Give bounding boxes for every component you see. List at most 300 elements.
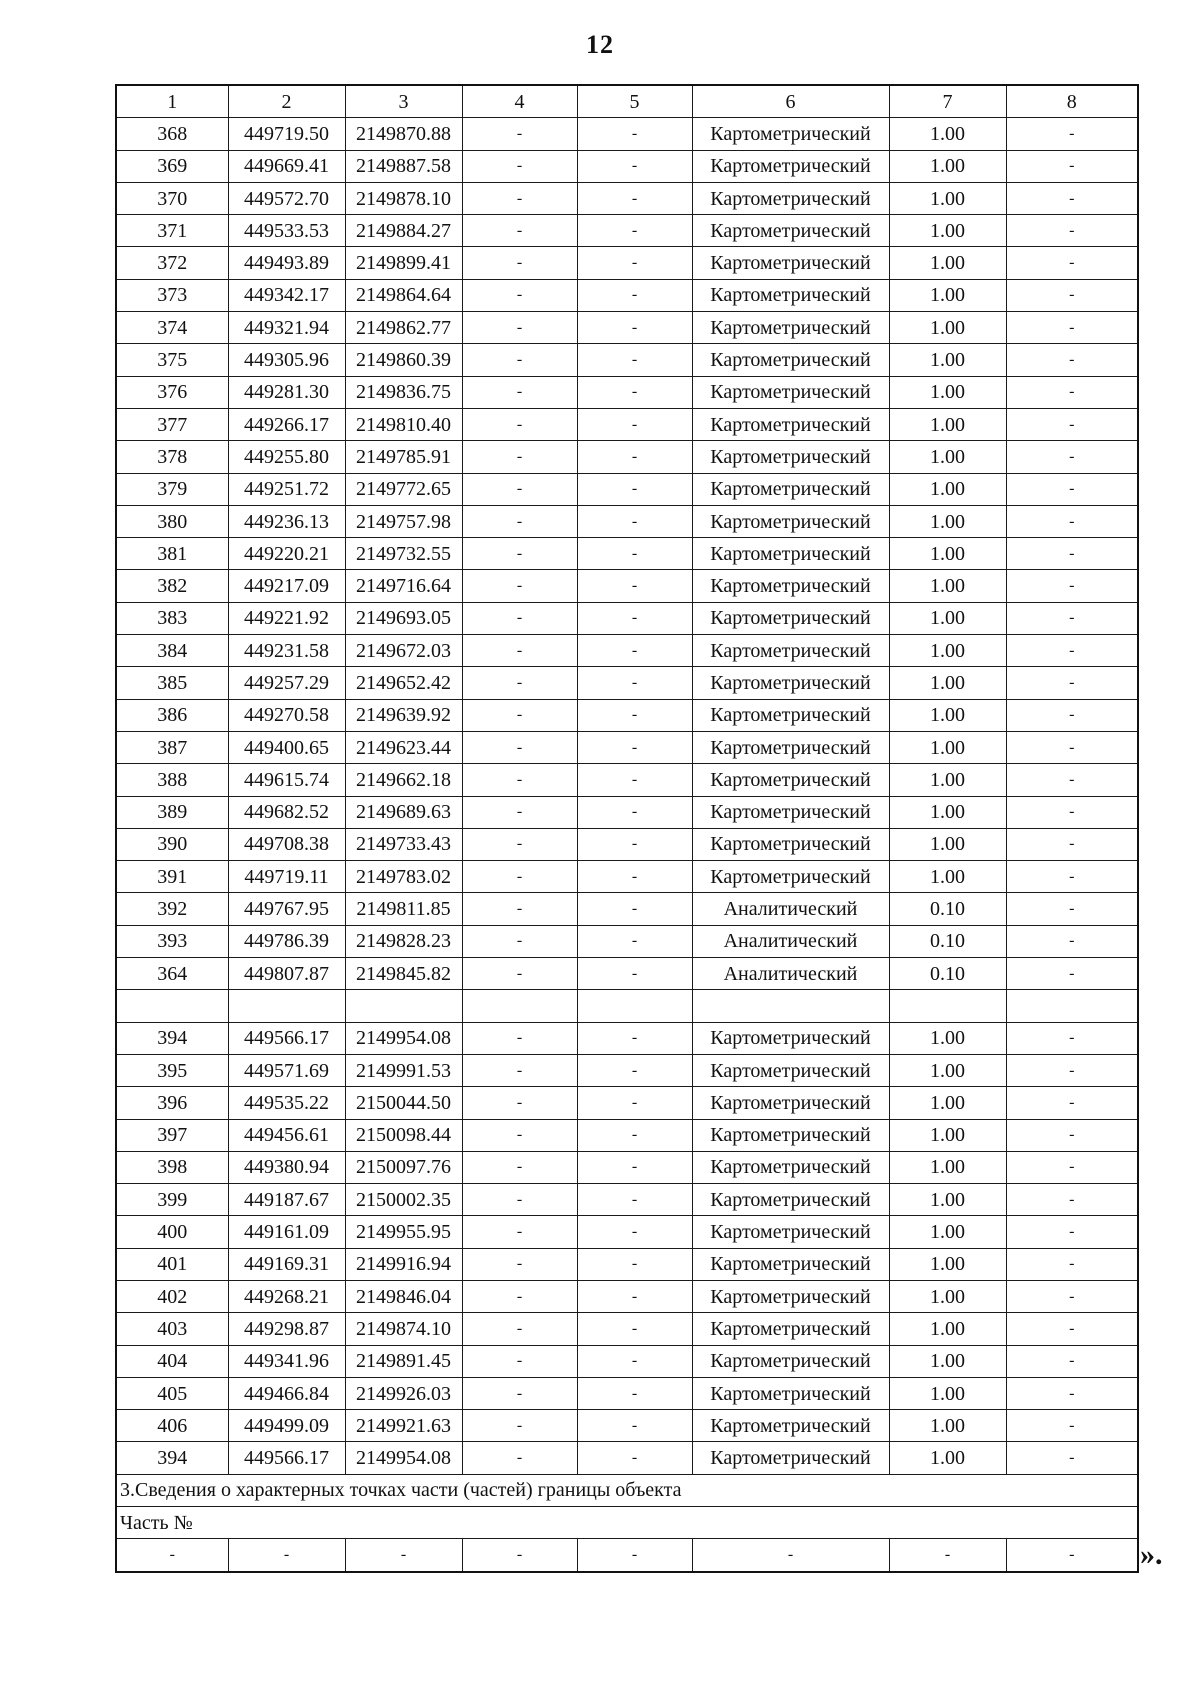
- col-5-cell: -: [577, 602, 692, 634]
- col-5-cell: -: [577, 376, 692, 408]
- col-5-cell: -: [577, 1087, 692, 1119]
- coord-y-cell: 2149874.10: [345, 1313, 462, 1345]
- method-cell: Аналитический: [692, 925, 889, 957]
- coord-x-cell: 449217.09: [228, 570, 345, 602]
- coord-x-cell: 449466.84: [228, 1377, 345, 1409]
- table-row: [116, 699, 1138, 731]
- coord-x-cell: 449708.38: [228, 828, 345, 860]
- table-row: [116, 1119, 1138, 1151]
- col-8-cell: -: [1006, 1022, 1138, 1054]
- col-5-cell: -: [577, 1377, 692, 1409]
- col-5-cell: -: [577, 408, 692, 440]
- col-5-cell: -: [577, 893, 692, 925]
- col-4-cell: -: [462, 1313, 577, 1345]
- coord-y-cell: 2149860.39: [345, 344, 462, 376]
- col-4-cell: -: [462, 538, 577, 570]
- col-5-cell: -: [577, 635, 692, 667]
- table-row: [116, 1216, 1138, 1248]
- col-5-cell: -: [577, 699, 692, 731]
- col-8-cell: -: [1006, 505, 1138, 537]
- col-8-cell: -: [1006, 1313, 1138, 1345]
- col-4-cell: -: [462, 1184, 577, 1216]
- method-cell: Картометрический: [692, 635, 889, 667]
- col-8-cell: -: [1006, 312, 1138, 344]
- col-4-cell: -: [462, 1151, 577, 1183]
- point-number-cell: 389: [116, 796, 228, 828]
- col-5-cell: -: [577, 118, 692, 150]
- coord-x-cell: 449187.67: [228, 1184, 345, 1216]
- coord-x-cell: 449669.41: [228, 150, 345, 182]
- method-cell: Картометрический: [692, 828, 889, 860]
- point-number-cell: 382: [116, 570, 228, 602]
- table-row: [116, 667, 1138, 699]
- col-8-cell: -: [1006, 344, 1138, 376]
- col-4-cell: [462, 990, 577, 1022]
- table-row: [116, 764, 1138, 796]
- col-8-cell: -: [1006, 893, 1138, 925]
- col-5-cell: -: [577, 1151, 692, 1183]
- col-4-cell: -: [462, 1119, 577, 1151]
- column-header: 1: [116, 85, 228, 118]
- coord-x-cell: 449305.96: [228, 344, 345, 376]
- col-5-cell: -: [577, 312, 692, 344]
- method-cell: Картометрический: [692, 1442, 889, 1474]
- coord-y-cell: 2149623.44: [345, 731, 462, 763]
- coord-y-cell: 2149836.75: [345, 376, 462, 408]
- coord-y-cell: 2149954.08: [345, 1442, 462, 1474]
- coord-y-cell: 2149662.18: [345, 764, 462, 796]
- accuracy-cell: 1.00: [889, 764, 1006, 796]
- accuracy-cell: 1.00: [889, 1248, 1006, 1280]
- method-cell: Картометрический: [692, 538, 889, 570]
- col-5-cell: -: [577, 1345, 692, 1377]
- coord-x-cell: 449266.17: [228, 408, 345, 440]
- method-cell: Картометрический: [692, 1054, 889, 1086]
- coord-x-cell: 449221.92: [228, 602, 345, 634]
- coord-y-cell: 2149811.85: [345, 893, 462, 925]
- col-8-cell: -: [1006, 538, 1138, 570]
- coord-x-cell: 449220.21: [228, 538, 345, 570]
- coord-x-cell: 449236.13: [228, 505, 345, 537]
- point-number-cell: 380: [116, 505, 228, 537]
- method-cell: Картометрический: [692, 1119, 889, 1151]
- point-number-cell: 390: [116, 828, 228, 860]
- coord-y-cell: 2149732.55: [345, 538, 462, 570]
- col-8-cell: -: [1006, 1054, 1138, 1086]
- point-number-cell: 396: [116, 1087, 228, 1119]
- coord-x-cell: 449281.30: [228, 376, 345, 408]
- col-4-cell: -: [462, 279, 577, 311]
- table-row: [116, 1345, 1138, 1377]
- table-row: [116, 893, 1138, 925]
- col-8-cell: -: [1006, 796, 1138, 828]
- coord-y-cell: 2149891.45: [345, 1345, 462, 1377]
- col-4-cell: -: [462, 796, 577, 828]
- part-point-cell: -: [345, 1539, 462, 1572]
- boundary-points-table: [115, 84, 1139, 1573]
- accuracy-cell: 1.00: [889, 473, 1006, 505]
- point-number-cell: 377: [116, 408, 228, 440]
- method-cell: Картометрический: [692, 1377, 889, 1409]
- col-5-cell: -: [577, 505, 692, 537]
- coord-y-cell: 2149884.27: [345, 215, 462, 247]
- coord-x-cell: 449169.31: [228, 1248, 345, 1280]
- method-cell: Картометрический: [692, 312, 889, 344]
- table-row: [116, 473, 1138, 505]
- coord-y-cell: 2149652.42: [345, 667, 462, 699]
- col-5-cell: -: [577, 1410, 692, 1442]
- method-cell: Картометрический: [692, 1248, 889, 1280]
- closing-quote: ».: [1140, 1538, 1163, 1571]
- column-header: 8: [1006, 85, 1138, 118]
- point-number-cell: 378: [116, 441, 228, 473]
- accuracy-cell: 1.00: [889, 1410, 1006, 1442]
- point-number-cell: 401: [116, 1248, 228, 1280]
- point-number-cell: 368: [116, 118, 228, 150]
- col-5-cell: -: [577, 1022, 692, 1054]
- coord-y-cell: 2149926.03: [345, 1377, 462, 1409]
- col-8-cell: -: [1006, 635, 1138, 667]
- point-number-cell: 392: [116, 893, 228, 925]
- part-point-cell: -: [692, 1539, 889, 1572]
- col-4-cell: -: [462, 602, 577, 634]
- coord-y-cell: 2149828.23: [345, 925, 462, 957]
- col-5-cell: -: [577, 1442, 692, 1474]
- accuracy-cell: 1.00: [889, 1377, 1006, 1409]
- col-8-cell: -: [1006, 861, 1138, 893]
- col-8-cell: -: [1006, 1442, 1138, 1474]
- accuracy-cell: 1.00: [889, 699, 1006, 731]
- col-4-cell: -: [462, 505, 577, 537]
- coord-y-cell: 2149783.02: [345, 861, 462, 893]
- col-8-cell: -: [1006, 731, 1138, 763]
- col-4-cell: -: [462, 215, 577, 247]
- col-8-cell: -: [1006, 1377, 1138, 1409]
- table-row: [116, 441, 1138, 473]
- accuracy-cell: 1.00: [889, 1087, 1006, 1119]
- coord-y-cell: 2149870.88: [345, 118, 462, 150]
- col-4-cell: -: [462, 182, 577, 214]
- table-row: [116, 635, 1138, 667]
- accuracy-cell: 1.00: [889, 538, 1006, 570]
- table-row: [116, 279, 1138, 311]
- method-cell: Картометрический: [692, 408, 889, 440]
- col-8-cell: -: [1006, 570, 1138, 602]
- col-8-cell: -: [1006, 1184, 1138, 1216]
- part-label: Часть №: [116, 1507, 1138, 1539]
- coord-x-cell: 449535.22: [228, 1087, 345, 1119]
- method-cell: Картометрический: [692, 1184, 889, 1216]
- accuracy-cell: 1.00: [889, 1054, 1006, 1086]
- coord-y-cell: 2149916.94: [345, 1248, 462, 1280]
- accuracy-cell: 1.00: [889, 861, 1006, 893]
- coord-y-cell: 2149845.82: [345, 958, 462, 990]
- col-8-cell: -: [1006, 828, 1138, 860]
- method-cell: Аналитический: [692, 893, 889, 925]
- accuracy-cell: 1.00: [889, 312, 1006, 344]
- accuracy-cell: 1.00: [889, 602, 1006, 634]
- col-4-cell: -: [462, 893, 577, 925]
- table-row: [116, 215, 1138, 247]
- accuracy-cell: 1.00: [889, 1313, 1006, 1345]
- coord-x-cell: 449321.94: [228, 312, 345, 344]
- table-row: [116, 1280, 1138, 1312]
- col-4-cell: -: [462, 118, 577, 150]
- table-row: [116, 312, 1138, 344]
- col-4-cell: -: [462, 764, 577, 796]
- table-row: [116, 925, 1138, 957]
- coord-y-cell: 2149878.10: [345, 182, 462, 214]
- table-row: [116, 344, 1138, 376]
- coord-x-cell: 449380.94: [228, 1151, 345, 1183]
- col-4-cell: -: [462, 1280, 577, 1312]
- point-number-cell: 395: [116, 1054, 228, 1086]
- table-row: [116, 1184, 1138, 1216]
- coord-x-cell: [228, 990, 345, 1022]
- col-4-cell: -: [462, 376, 577, 408]
- col-8-cell: -: [1006, 150, 1138, 182]
- method-cell: Аналитический: [692, 958, 889, 990]
- column-header: 7: [889, 85, 1006, 118]
- col-5-cell: -: [577, 1119, 692, 1151]
- coord-x-cell: 449400.65: [228, 731, 345, 763]
- coord-x-cell: 449255.80: [228, 441, 345, 473]
- accuracy-cell: 1.00: [889, 408, 1006, 440]
- col-8-cell: -: [1006, 1119, 1138, 1151]
- method-cell: Картометрический: [692, 1151, 889, 1183]
- method-cell: Картометрический: [692, 602, 889, 634]
- coord-y-cell: 2149921.63: [345, 1410, 462, 1442]
- method-cell: Картометрический: [692, 150, 889, 182]
- coord-x-cell: 449270.58: [228, 699, 345, 731]
- column-header: 4: [462, 85, 577, 118]
- col-8-cell: -: [1006, 215, 1138, 247]
- method-cell: Картометрический: [692, 376, 889, 408]
- part-point-cell: -: [1006, 1539, 1138, 1572]
- method-cell: Картометрический: [692, 247, 889, 279]
- method-cell: Картометрический: [692, 861, 889, 893]
- table-row: [116, 408, 1138, 440]
- method-cell: Картометрический: [692, 473, 889, 505]
- method-cell: Картометрический: [692, 215, 889, 247]
- point-number-cell: 394: [116, 1442, 228, 1474]
- coord-y-cell: 2149772.65: [345, 473, 462, 505]
- accuracy-cell: 1.00: [889, 344, 1006, 376]
- part-points-row: [116, 1539, 1138, 1572]
- col-8-cell: -: [1006, 182, 1138, 214]
- accuracy-cell: 0.10: [889, 893, 1006, 925]
- point-number-cell: 393: [116, 925, 228, 957]
- col-4-cell: -: [462, 1216, 577, 1248]
- coord-x-cell: 449342.17: [228, 279, 345, 311]
- coord-x-cell: 449682.52: [228, 796, 345, 828]
- coord-y-cell: 2149757.98: [345, 505, 462, 537]
- col-5-cell: -: [577, 215, 692, 247]
- part-point-cell: -: [462, 1539, 577, 1572]
- method-cell: Картометрический: [692, 441, 889, 473]
- part-point-cell: -: [577, 1539, 692, 1572]
- col-4-cell: -: [462, 1377, 577, 1409]
- col-8-cell: -: [1006, 118, 1138, 150]
- method-cell: Картометрический: [692, 1280, 889, 1312]
- col-5-cell: -: [577, 1280, 692, 1312]
- coord-y-cell: 2149954.08: [345, 1022, 462, 1054]
- table-row: [116, 1151, 1138, 1183]
- col-4-cell: -: [462, 731, 577, 763]
- col-8-cell: -: [1006, 1345, 1138, 1377]
- col-4-cell: -: [462, 344, 577, 376]
- coord-x-cell: 449161.09: [228, 1216, 345, 1248]
- col-8-cell: -: [1006, 1280, 1138, 1312]
- point-number-cell: 383: [116, 602, 228, 634]
- col-4-cell: -: [462, 1410, 577, 1442]
- method-cell: Картометрический: [692, 699, 889, 731]
- coord-x-cell: 449566.17: [228, 1442, 345, 1474]
- col-8-cell: -: [1006, 247, 1138, 279]
- column-header: 5: [577, 85, 692, 118]
- col-5-cell: -: [577, 731, 692, 763]
- coord-y-cell: 2150098.44: [345, 1119, 462, 1151]
- coord-y-cell: 2149639.92: [345, 699, 462, 731]
- point-number-cell: 385: [116, 667, 228, 699]
- coord-y-cell: 2149689.63: [345, 796, 462, 828]
- accuracy-cell: 1.00: [889, 279, 1006, 311]
- point-number-cell: 400: [116, 1216, 228, 1248]
- table-row: [116, 182, 1138, 214]
- col-4-cell: -: [462, 1022, 577, 1054]
- col-8-cell: [1006, 990, 1138, 1022]
- coord-x-cell: 449571.69: [228, 1054, 345, 1086]
- coord-x-cell: 449615.74: [228, 764, 345, 796]
- point-number-cell: 369: [116, 150, 228, 182]
- method-cell: Картометрический: [692, 764, 889, 796]
- coord-y-cell: 2149864.64: [345, 279, 462, 311]
- col-8-cell: -: [1006, 279, 1138, 311]
- accuracy-cell: 1.00: [889, 505, 1006, 537]
- col-8-cell: -: [1006, 1087, 1138, 1119]
- accuracy-cell: 0.10: [889, 925, 1006, 957]
- method-cell: Картометрический: [692, 731, 889, 763]
- col-4-cell: -: [462, 667, 577, 699]
- part-point-cell: -: [228, 1539, 345, 1572]
- col-4-cell: -: [462, 699, 577, 731]
- header-row: [116, 85, 1138, 118]
- coord-y-cell: 2149899.41: [345, 247, 462, 279]
- accuracy-cell: 1.00: [889, 247, 1006, 279]
- col-5-cell: -: [577, 1313, 692, 1345]
- col-4-cell: -: [462, 473, 577, 505]
- column-header: 6: [692, 85, 889, 118]
- col-8-cell: -: [1006, 699, 1138, 731]
- col-4-cell: -: [462, 1087, 577, 1119]
- col-8-cell: -: [1006, 1216, 1138, 1248]
- table-row: [116, 1087, 1138, 1119]
- point-number-cell: 386: [116, 699, 228, 731]
- coord-x-cell: 449719.11: [228, 861, 345, 893]
- section-title-row: [116, 1474, 1138, 1506]
- col-4-cell: -: [462, 247, 577, 279]
- col-4-cell: -: [462, 1345, 577, 1377]
- point-number-cell: 406: [116, 1410, 228, 1442]
- col-8-cell: -: [1006, 1248, 1138, 1280]
- coord-x-cell: 449341.96: [228, 1345, 345, 1377]
- accuracy-cell: 1.00: [889, 182, 1006, 214]
- col-5-cell: -: [577, 538, 692, 570]
- table-row: [116, 247, 1138, 279]
- col-4-cell: -: [462, 150, 577, 182]
- col-8-cell: -: [1006, 441, 1138, 473]
- method-cell: Картометрический: [692, 1022, 889, 1054]
- coord-x-cell: 449298.87: [228, 1313, 345, 1345]
- point-number-cell: 398: [116, 1151, 228, 1183]
- table-row: [116, 570, 1138, 602]
- col-4-cell: -: [462, 958, 577, 990]
- coord-y-cell: 2149955.95: [345, 1216, 462, 1248]
- table-row: [116, 1022, 1138, 1054]
- coord-y-cell: 2150097.76: [345, 1151, 462, 1183]
- method-cell: Картометрический: [692, 505, 889, 537]
- col-5-cell: -: [577, 570, 692, 602]
- col-5-cell: -: [577, 796, 692, 828]
- col-5-cell: -: [577, 1184, 692, 1216]
- point-number-cell: 372: [116, 247, 228, 279]
- point-number-cell: 379: [116, 473, 228, 505]
- coord-x-cell: 449572.70: [228, 182, 345, 214]
- coord-y-cell: 2150002.35: [345, 1184, 462, 1216]
- col-8-cell: -: [1006, 764, 1138, 796]
- point-number-cell: 381: [116, 538, 228, 570]
- table-row: [116, 731, 1138, 763]
- coord-y-cell: [345, 990, 462, 1022]
- col-4-cell: -: [462, 408, 577, 440]
- col-8-cell: -: [1006, 376, 1138, 408]
- coord-x-cell: 449807.87: [228, 958, 345, 990]
- col-4-cell: -: [462, 312, 577, 344]
- col-4-cell: -: [462, 441, 577, 473]
- col-8-cell: -: [1006, 408, 1138, 440]
- coord-y-cell: 2149733.43: [345, 828, 462, 860]
- column-header: 3: [345, 85, 462, 118]
- accuracy-cell: 1.00: [889, 441, 1006, 473]
- coord-x-cell: 449719.50: [228, 118, 345, 150]
- col-5-cell: -: [577, 473, 692, 505]
- col-8-cell: -: [1006, 958, 1138, 990]
- coord-x-cell: 449566.17: [228, 1022, 345, 1054]
- col-4-cell: -: [462, 570, 577, 602]
- method-cell: Картометрический: [692, 1345, 889, 1377]
- accuracy-cell: 1.00: [889, 1151, 1006, 1183]
- point-number-cell: 404: [116, 1345, 228, 1377]
- accuracy-cell: 1.00: [889, 570, 1006, 602]
- col-5-cell: -: [577, 1216, 692, 1248]
- col-5-cell: -: [577, 828, 692, 860]
- method-cell: Картометрический: [692, 1410, 889, 1442]
- method-cell: Картометрический: [692, 796, 889, 828]
- col-4-cell: -: [462, 828, 577, 860]
- point-number-cell: 370: [116, 182, 228, 214]
- col-5-cell: -: [577, 764, 692, 796]
- table-row: [116, 602, 1138, 634]
- method-cell: Картометрический: [692, 570, 889, 602]
- coord-y-cell: 2149846.04: [345, 1280, 462, 1312]
- point-number-cell: 403: [116, 1313, 228, 1345]
- accuracy-cell: 1.00: [889, 1216, 1006, 1248]
- point-number-cell: 397: [116, 1119, 228, 1151]
- table-row: [116, 861, 1138, 893]
- col-8-cell: -: [1006, 602, 1138, 634]
- accuracy-cell: 1.00: [889, 1184, 1006, 1216]
- table-row: [116, 118, 1138, 150]
